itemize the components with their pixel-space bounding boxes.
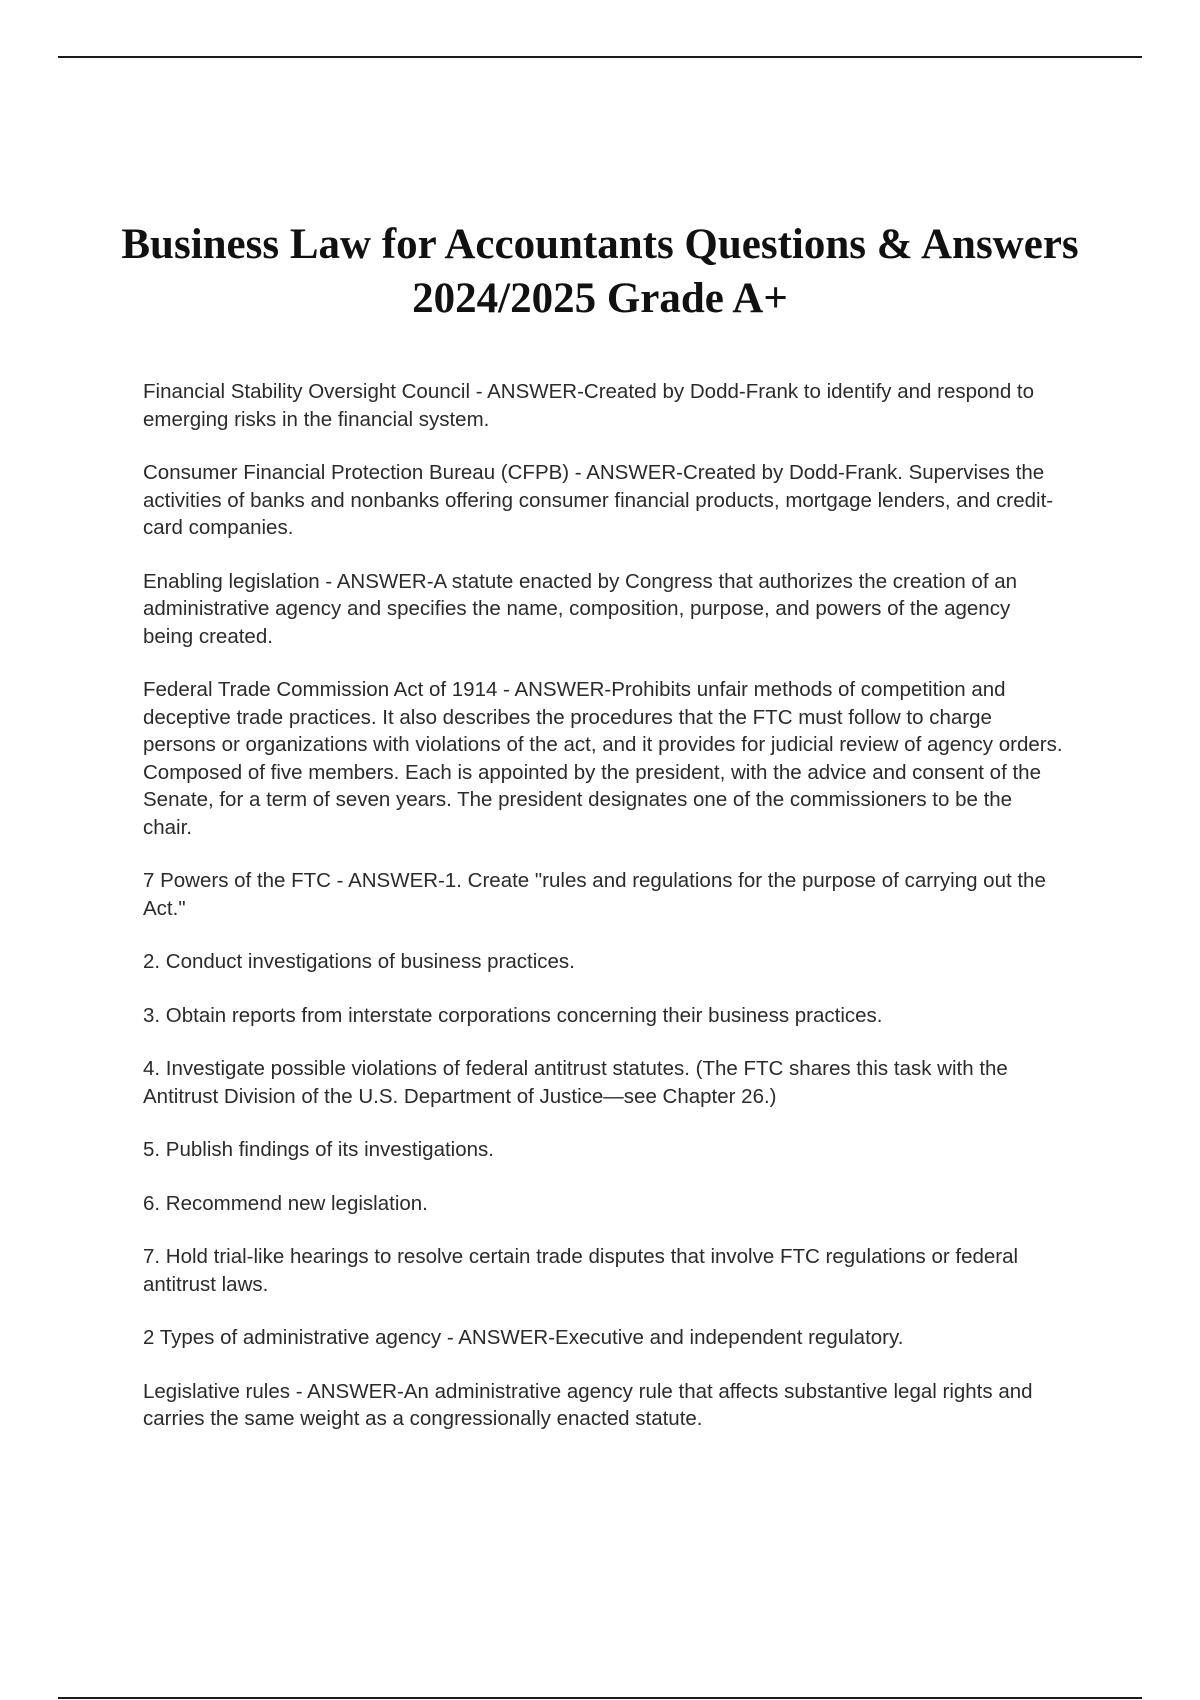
qa-entry: Enabling legislation - ANSWER-A statute enacted by Congress that authorizes the creation of an administrative agency and specifies the name, composition, purpose, and powers of the agency being created. [143,569,1018,648]
qa-entry: Financial Stability Oversight Council - ANSWER-Created by Dodd-Frank to identify and respond to emerging risks in the financial system. [143,380,1035,431]
qa-entry: Federal Trade Commission Act of 1914 - ANSWER-Prohibits unfair methods of competition and deceptive trade practices. It also describes the procedures that the FTC must follow to charge persons or organizations with violations of the act, and it provides for judicial review of agency orders. Composed of five members. Each is appointed by the president, with the advice and consent of the Senate, for a term of seven years. The president designates one of the commissioners to be the chair. [143,678,1063,839]
document-title: Business Law for Accountants Questions & Answers 2024/2025 Grade A+ [121,221,1079,322]
qa-entry: 2. Conduct investigations of business practices. [143,950,575,973]
qa-entry: 2 Types of administrative agency - ANSWER-Executive and independent regulatory. [143,1326,904,1349]
bottom-divider [58,1697,1142,1699]
qa-entry: 7 Powers of the FTC - ANSWER-1. Create "rules and regulations for the purpose of carrying out the Act." [143,869,1046,920]
qa-entry: 5. Publish findings of its investigations. [143,1138,494,1161]
top-divider [58,56,1142,58]
qa-entry: Consumer Financial Protection Bureau (CFPB) - ANSWER-Created by Dodd-Frank. Supervises the activities of banks and nonbanks offering consumer financial products, mortgage lenders, and credit-card companies. [143,461,1054,539]
qa-entry: 4. Investigate possible violations of federal antitrust statutes. (The FTC shares this task with the Antitrust Division of the U.S. Department of Justice—see Chapter 26.) [143,1057,1008,1108]
qa-entry: 6. Recommend new legislation. [143,1191,428,1215]
qa-entry: Legislative rules - ANSWER-An administrative agency rule that affects substantive legal rights and carries the same weight as a congressionally enacted statute. [143,1379,1033,1430]
qa-list [143,378,1063,1459]
qa-entry: 3. Obtain reports from interstate corporations concerning their business practices. [143,1003,883,1027]
qa-entry: 7. Hold trial-like hearings to resolve certain trade disputes that involve FTC regulations or federal antitrust laws. [143,1245,1019,1296]
